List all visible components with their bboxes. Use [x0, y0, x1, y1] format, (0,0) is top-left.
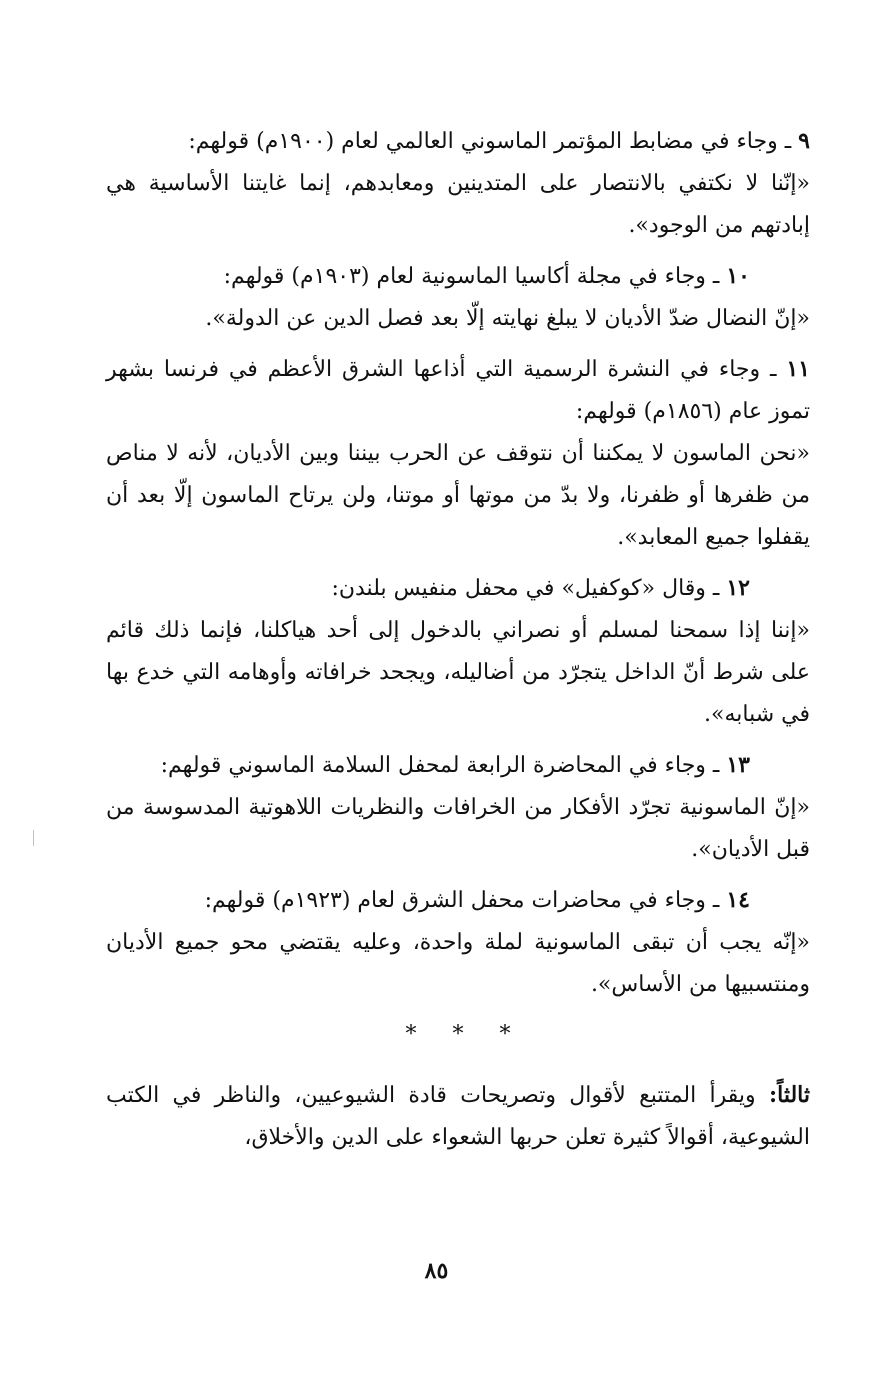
item-intro	[106, 120, 810, 163]
list-item	[106, 255, 810, 340]
closing-paragraph	[106, 1074, 810, 1159]
item-intro-text: ـ وجاء في محاضرات محفل الشرق لعام (١٩٢٣م) قولهم:	[204, 888, 720, 913]
item-intro-text: ـ وجاء في مضابط المؤتمر الماسوني العالمي لعام (١٩٠٠م) قولهم:	[188, 129, 792, 154]
item-intro	[106, 567, 810, 610]
page-number: ٨٥	[424, 1258, 449, 1284]
section-label: ثالثاً:	[769, 1082, 810, 1108]
list-item	[106, 120, 810, 247]
star-mark: *	[405, 1022, 417, 1047]
list-item	[106, 567, 810, 736]
item-number: ١٢	[726, 575, 750, 601]
item-quote: «إنّه يجب أن تبقى الماسونية لملة واحدة، وعليه يقتضي محو جميع الأديان ومنتسبيها من الأساس».	[106, 930, 810, 997]
item-quote: «إنّ النضال ضدّ الأديان لا يبلغ نهايته إلّا بعد فصل الدين عن الدولة».	[205, 306, 810, 331]
item-number: ١١	[786, 356, 810, 382]
star-mark: *	[499, 1022, 511, 1047]
item-number: ١٤	[726, 887, 750, 913]
item-intro	[106, 879, 810, 922]
star-mark: *	[452, 1022, 464, 1047]
closing-text: ويقرأ المتتبع لأقوال وتصريحات قادة الشيوعيين، والناظر في الكتب الشيوعية، أقوالاً كثيرة تعلن حربها الشعواء على الدين والأخلاق،	[106, 1083, 810, 1150]
item-quote: «إنّ الماسونية تجرّد الأفكار من الخرافات والنظريات اللاهوتية المدسوسة من قبل الأديان».	[106, 795, 810, 862]
item-intro	[106, 255, 810, 298]
section-separator	[106, 1014, 810, 1056]
item-intro-text: ـ وجاء في مجلة أكاسيا الماسونية لعام (١٩٠٣م) قولهم:	[223, 264, 720, 289]
item-quote: «إننا إذا سمحنا لمسلم أو نصراني بالدخول إلى أحد هياكلنا، فإنما ذلك قائم على شرط أنّ الداخل يتجرّد من أضاليله، ويجحد خرافاته وأوهامه التي خدع بها في شبابه».	[106, 618, 810, 727]
list-item	[106, 348, 810, 559]
item-intro	[106, 348, 810, 433]
item-intro	[106, 744, 810, 787]
item-intro-text: ـ وجاء في المحاضرة الرابعة لمحفل السلامة الماسوني قولهم:	[160, 753, 720, 778]
item-intro-text: ـ وقال «كوكفيل» في محفل منفيس بلندن:	[331, 576, 720, 601]
item-number: ٩	[798, 128, 810, 154]
item-quote: «إنّنا لا نكتفي بالانتصار على المتدينين ومعابدهم، إنما غايتنا الأساسية هي إبادتهم من الوجود».	[106, 171, 810, 238]
item-quote: «نحن الماسون لا يمكننا أن نتوقف عن الحرب بيننا وبين الأديان، لأنه لا مناص من ظفرها أو ظفرنا، ولا بدّ من موتها أو موتنا، ولن يرتاح الماسون إلّا بعد أن يقفلوا جميع المعابد».	[106, 441, 810, 550]
page-body	[106, 120, 810, 1167]
margin-mark	[33, 830, 34, 846]
list-item	[106, 744, 810, 871]
item-number: ١٠	[726, 263, 750, 289]
list-item	[106, 879, 810, 1006]
item-intro-text: ـ وجاء في النشرة الرسمية التي أذاعها الشرق الأعظم في فرنسا بشهر تموز عام (١٨٥٦م) قولهم:	[106, 357, 810, 424]
item-number: ١٣	[726, 752, 750, 778]
